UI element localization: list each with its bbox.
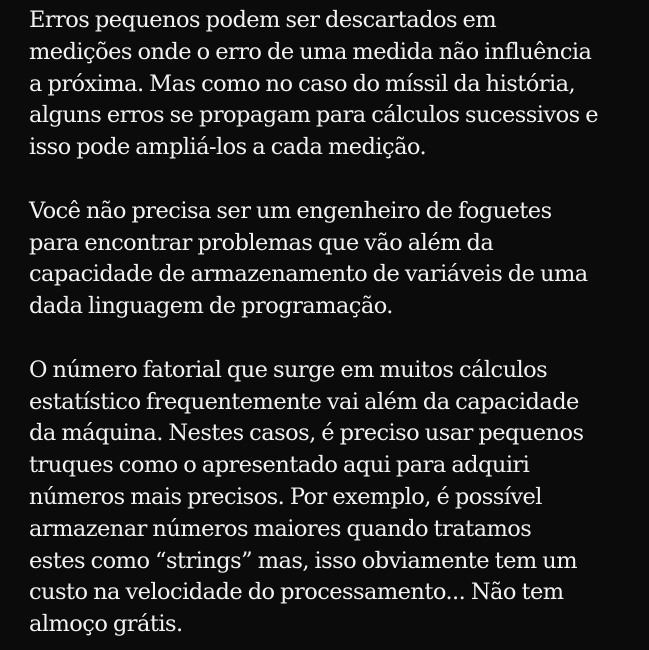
paragraph-spacer (29, 164, 637, 196)
text-line: Erros pequenos podem ser descartados em (29, 7, 497, 33)
text-line: isso pode ampliá-los a cada medição. (29, 134, 427, 161)
paragraph-error-propagation (29, 5, 637, 164)
text-line: estatístico frequentemente vai além da capacidade (29, 388, 579, 415)
paragraph-spacer (29, 323, 637, 355)
text-line: truques como o apresentado aqui para adquiri (29, 452, 530, 479)
text-line: almoço grátis. (29, 611, 183, 638)
text-line: Você não precisa ser um engenheiro de foguetes (29, 197, 552, 224)
text-line: para encontrar problemas que vão além da (29, 229, 494, 256)
text-line: dada linguagem de programação. (29, 293, 393, 320)
text-line: números mais precisos. Por exemplo, é possível (29, 483, 542, 510)
text-line: capacidade de armazenamento de variáveis de uma (29, 261, 588, 288)
text-line: da máquina. Nestes casos, é preciso usar pequenos (29, 420, 584, 447)
document-body (29, 5, 637, 641)
text-line: estes como “strings” mas, isso obviamente tem um (29, 547, 578, 574)
text-line: a próxima. Mas como no caso do míssil da história, (29, 70, 576, 97)
text-line: alguns erros se propagam para cálculos sucessivos e (29, 102, 598, 129)
paragraph-variable-capacity (29, 196, 637, 323)
text-line: medições onde o erro de uma medida não influência (29, 38, 592, 65)
text-line: armazenar números maiores quando tratamos (29, 515, 532, 542)
paragraph-factorial (29, 355, 637, 641)
text-line: O número fatorial que surge em muitos cálculos (29, 356, 548, 383)
text-line: custo na velocidade do processamento... Não tem (29, 579, 564, 606)
